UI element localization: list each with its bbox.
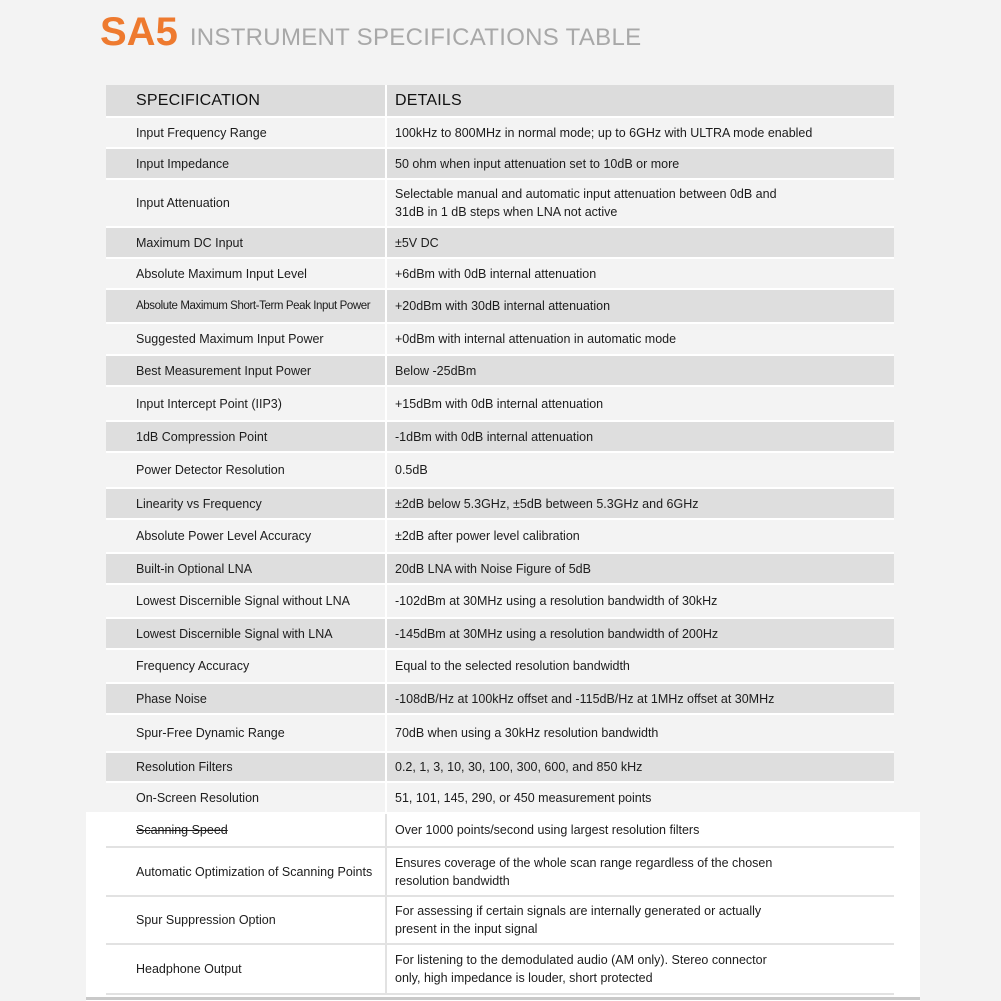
spec-details — [386, 944, 894, 994]
spec-name: Maximum DC Input — [106, 227, 386, 258]
spec-name: Input Frequency Range — [106, 117, 386, 148]
table-row — [106, 752, 894, 782]
spec-details — [386, 179, 894, 227]
table-row — [106, 488, 894, 519]
details-text: ±2dB below 5.3GHz, ±5dB between 5.3GHz and 6GHz — [395, 496, 699, 511]
spec-name: Scanning Speed — [106, 813, 386, 847]
spec-name: Suggested Maximum Input Power — [106, 323, 386, 355]
table-row — [106, 519, 894, 553]
details-text: 0.2, 1, 3, 10, 30, 100, 300, 600, and 850 kHz — [395, 760, 643, 774]
spec-name: Built-in Optional LNA — [106, 553, 386, 584]
details-text: 20dB LNA with Noise Figure of 5dB — [395, 561, 591, 576]
table-row — [106, 227, 894, 258]
spec-name: Best Measurement Input Power — [106, 355, 386, 386]
details-text: Ensures coverage of the whole scan range regardless of the chosen resolution bandwidth — [395, 855, 773, 888]
details-text: -102dBm at 30MHz using a resolution bandwidth of 30kHz — [395, 594, 718, 608]
spec-details — [386, 355, 894, 386]
spec-name: Spur Suppression Option — [106, 896, 386, 944]
details-text: +6dBm with 0dB internal attenuation — [395, 266, 597, 281]
table-row — [106, 782, 894, 813]
details-text: Over 1000 points/second using largest resolution filters — [395, 823, 700, 837]
table-row — [106, 421, 894, 452]
spec-name: Spur-Free Dynamic Range — [106, 714, 386, 752]
spec-name: Absolute Maximum Short-Term Peak Input Power — [106, 289, 386, 323]
spec-details — [386, 553, 894, 584]
table-row — [106, 944, 894, 994]
spec-details — [386, 714, 894, 752]
column-header-specification: SPECIFICATION — [106, 85, 386, 117]
details-text: -108dB/Hz at 100kHz offset and -115dB/Hz at 1MHz offset at 30MHz — [395, 691, 775, 706]
spec-details — [386, 227, 894, 258]
details-text: For assessing if certain signals are internally generated or actually present in the input signal — [395, 904, 762, 936]
details-text: 70dB when using a 30kHz resolution bandwidth — [395, 726, 659, 740]
details-text: +15dBm with 0dB internal attenuation — [395, 396, 604, 411]
spec-name: Phase Noise — [106, 683, 386, 714]
table-row — [106, 813, 894, 847]
table-row — [106, 683, 894, 714]
table-row — [106, 618, 894, 649]
table-row — [106, 323, 894, 355]
table-row — [106, 289, 894, 323]
table-row — [106, 553, 894, 584]
spec-name: Resolution Filters — [106, 752, 386, 782]
spec-details — [386, 148, 894, 179]
table-row — [106, 649, 894, 683]
spec-name: Lowest Discernible Signal without LNA — [106, 584, 386, 618]
details-text: 50 ohm when input attenuation set to 10dB or more — [395, 156, 680, 171]
spec-name: Absolute Power Level Accuracy — [106, 519, 386, 553]
page-title — [100, 10, 641, 60]
spec-details — [386, 649, 894, 683]
column-header-details: DETAILS — [386, 85, 894, 117]
details-text: Equal to the selected resolution bandwidth — [395, 659, 630, 673]
specifications-table — [106, 85, 894, 995]
spec-name: Input Attenuation — [106, 179, 386, 227]
table-row — [106, 179, 894, 227]
details-text: 51, 101, 145, 290, or 450 measurement points — [395, 790, 652, 805]
spec-name: Absolute Maximum Input Level — [106, 258, 386, 289]
spec-name: On-Screen Resolution — [106, 782, 386, 813]
spec-details — [386, 323, 894, 355]
table-row — [106, 847, 894, 896]
details-text: For listening to the demodulated audio (AM only). Stereo connector only, high impedance is louder, short protected — [395, 953, 767, 985]
table-row — [106, 386, 894, 421]
spec-details — [386, 813, 894, 847]
details-text: -145dBm at 30MHz using a resolution bandwidth of 200Hz — [395, 626, 719, 641]
spec-name: 1dB Compression Point — [106, 421, 386, 452]
spec-details — [386, 752, 894, 782]
spec-name: Lowest Discernible Signal with LNA — [106, 618, 386, 649]
spec-details — [386, 683, 894, 714]
title-subtitle: INSTRUMENT SPECIFICATIONS TABLE — [189, 24, 642, 51]
spec-name: Input Impedance — [106, 148, 386, 179]
table-row — [106, 355, 894, 386]
spec-name: Automatic Optimization of Scanning Points — [106, 847, 386, 896]
details-text: +0dBm with internal attenuation in automatic mode — [395, 332, 677, 346]
table-row — [106, 258, 894, 289]
spec-name: Linearity vs Frequency — [106, 488, 386, 519]
details-text: ±2dB after power level calibration — [395, 529, 580, 543]
details-text: +20dBm with 30dB internal attenuation — [395, 299, 611, 313]
details-text: Selectable manual and automatic input attenuation between 0dB and 31dB in 1 dB steps when LNA not active — [395, 187, 777, 219]
spec-details — [386, 258, 894, 289]
spec-details — [386, 488, 894, 519]
spec-details — [386, 421, 894, 452]
table-row — [106, 117, 894, 148]
spec-details — [386, 847, 894, 896]
table-header-row — [106, 85, 894, 117]
spec-name: Headphone Output — [106, 944, 386, 994]
spec-details — [386, 618, 894, 649]
spec-details — [386, 386, 894, 421]
brand-name: SA5 — [100, 10, 178, 54]
details-text: 0.5dB — [395, 463, 428, 477]
spec-details — [386, 117, 894, 148]
details-text: ±5V DC — [395, 235, 439, 250]
details-text: 100kHz to 800MHz in normal mode; up to 6GHz with ULTRA mode enabled — [395, 125, 813, 140]
details-text: -1dBm with 0dB internal attenuation — [395, 429, 594, 444]
table-row — [106, 714, 894, 752]
table-row — [106, 896, 894, 944]
details-text: Below -25dBm — [395, 363, 477, 378]
spec-name: Frequency Accuracy — [106, 649, 386, 683]
table-row — [106, 452, 894, 488]
spec-details — [386, 289, 894, 323]
spec-details — [386, 584, 894, 618]
spec-name: Input Intercept Point (IIP3) — [106, 386, 386, 421]
bottom-divider — [86, 997, 920, 1000]
spec-details — [386, 452, 894, 488]
spec-name: Power Detector Resolution — [106, 452, 386, 488]
spec-details — [386, 519, 894, 553]
spec-details — [386, 782, 894, 813]
table-row — [106, 148, 894, 179]
table-row — [106, 584, 894, 618]
spec-details — [386, 896, 894, 944]
